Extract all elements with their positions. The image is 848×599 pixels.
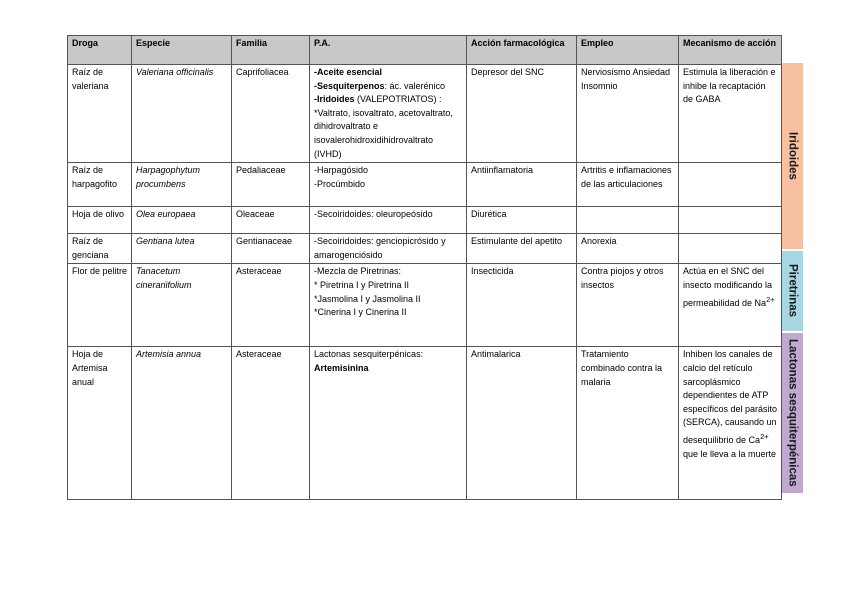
accion-cell: Depresor del SNC bbox=[467, 65, 577, 163]
header-especie: Especie bbox=[132, 36, 232, 65]
mecanismo-cell bbox=[679, 163, 782, 207]
table-row bbox=[68, 264, 782, 347]
familia-cell: Asteraceae bbox=[232, 264, 310, 347]
mecanismo-text: Actúa en el SNC del insecto modificando la permeabilidad de Na bbox=[683, 266, 773, 308]
header-mecanismo: Mecanismo de acción bbox=[679, 36, 782, 65]
empleo-cell: Nerviosismo Ansiedad Insomnio bbox=[577, 65, 679, 163]
header-accion: Acción farmacológica bbox=[467, 36, 577, 65]
pa-line: Lactonas sesquiterpénicas: bbox=[314, 349, 424, 360]
droga-cell: Raíz de valeriana bbox=[68, 65, 132, 163]
side-tab-label: Piretrinas bbox=[786, 264, 799, 318]
familia-cell: Gentianaceae bbox=[232, 234, 310, 264]
accion-cell: Insecticida bbox=[467, 264, 577, 347]
pa-line: * Piretrina I y Piretrina II bbox=[314, 279, 410, 290]
especie-cell: Valeriana officinalis bbox=[132, 65, 232, 163]
especie-cell: Harpagophytum procumbens bbox=[132, 163, 232, 207]
accion-cell: Antiinflamatoria bbox=[467, 163, 577, 207]
pa-line: *Cinerina I y Cinerina II bbox=[314, 307, 407, 318]
side-tab-label: Iridoides bbox=[786, 132, 799, 180]
pa-term: -Iridoides bbox=[314, 94, 355, 105]
empleo-cell: Tratamiento combinado contra la malaria bbox=[577, 347, 679, 500]
mecanismo-cell bbox=[679, 347, 782, 500]
familia-cell: Asteraceae bbox=[232, 347, 310, 500]
especie-cell: Artemisia annua bbox=[132, 347, 232, 500]
especie-cell: Gentiana lutea bbox=[132, 234, 232, 264]
drug-table bbox=[67, 35, 782, 500]
familia-cell: Pedaliaceae bbox=[232, 163, 310, 207]
droga-cell: Flor de pelitre bbox=[68, 264, 132, 347]
pa-cell bbox=[310, 207, 467, 234]
pa-line: *Valtrato, isovaltrato, acetovaltrato, dihidrovaltrato e isovalerohidroxidihidrovaltrato (IVHD) bbox=[314, 107, 453, 159]
mecanismo-cell bbox=[679, 207, 782, 234]
header-empleo: Empleo bbox=[577, 36, 679, 65]
empleo-cell: Anorexia bbox=[577, 234, 679, 264]
header-pa: P.A. bbox=[310, 36, 467, 65]
side-tab-label: Lactonas sesquiterpénicas bbox=[786, 339, 799, 487]
header-row bbox=[68, 36, 782, 65]
table-row bbox=[68, 163, 782, 207]
accion-cell: Diurética bbox=[467, 207, 577, 234]
pa-line: -Harpagósido bbox=[314, 165, 369, 176]
pa-line: -Mezcla de Piretrinas: bbox=[314, 266, 402, 277]
droga-cell: Raíz de harpagofito bbox=[68, 163, 132, 207]
familia-cell: Caprifoliacea bbox=[232, 65, 310, 163]
accion-cell: Antimalarica bbox=[467, 347, 577, 500]
pa-cell bbox=[310, 65, 467, 163]
pa-line bbox=[314, 93, 463, 107]
empleo-cell: Artritis e inflamaciones de las articulaciones bbox=[577, 163, 679, 207]
pa-cell bbox=[310, 347, 467, 500]
pa-cell bbox=[310, 163, 467, 207]
droga-cell: Hoja de olivo bbox=[68, 207, 132, 234]
pa-line: Artemisinina bbox=[314, 362, 369, 373]
pa-cell bbox=[310, 264, 467, 347]
side-tab-piretrinas bbox=[782, 251, 803, 331]
table-row bbox=[68, 347, 782, 500]
accion-cell: Estimulante del apetito bbox=[467, 234, 577, 264]
pa-line: -Procúmbido bbox=[314, 178, 366, 189]
charge-superscript: 2+ bbox=[760, 431, 769, 441]
mecanismo-cell: Estimula la liberación e inhibe la recaptación de GABA bbox=[679, 65, 782, 163]
pa-line: *Jasmolina I y Jasmolina II bbox=[314, 293, 421, 304]
droga-cell: Hoja de Artemisa anual bbox=[68, 347, 132, 500]
mecanismo-text-end: que le lleva a la muerte bbox=[683, 448, 777, 459]
charge-superscript: 2+ bbox=[766, 294, 775, 304]
pa-term: -Sesquiterpenos bbox=[314, 80, 385, 91]
pa-line: -Secoiridoides: genciopicrósido y amarogenciósido bbox=[314, 236, 446, 260]
mecanismo-cell bbox=[679, 234, 782, 264]
especie-cell: Olea europaea bbox=[132, 207, 232, 234]
header-familia: Familia bbox=[232, 36, 310, 65]
pa-desc: (VALEPOTRIATOS) : bbox=[354, 94, 442, 105]
droga-cell: Raíz de genciana bbox=[68, 234, 132, 264]
familia-cell: Oleaceae bbox=[232, 207, 310, 234]
pa-line: -Aceite esencial bbox=[314, 67, 383, 77]
header-droga: Droga bbox=[68, 36, 132, 65]
pa-cell bbox=[310, 234, 467, 264]
table-row bbox=[68, 207, 782, 234]
pa-line bbox=[314, 80, 463, 94]
table-row bbox=[68, 234, 782, 264]
side-tab-iridoides bbox=[782, 63, 803, 249]
pa-desc: : ác. valerénico bbox=[384, 80, 446, 91]
empleo-cell bbox=[577, 207, 679, 234]
empleo-cell: Contra piojos y otros insectos bbox=[577, 264, 679, 347]
table-row bbox=[68, 65, 782, 163]
especie-cell: Tanacetum cinerariifolium bbox=[132, 264, 232, 347]
pa-line: -Secoiridoides: oleuropeósido bbox=[314, 209, 433, 220]
mecanismo-text: Inhiben los canales de calcio del retículo sarcoplásmico dependientes de ATP específicos del parásito (SERCA), causando un desequilibrio de Ca bbox=[683, 349, 778, 445]
side-tab-lactonas bbox=[782, 333, 803, 493]
mecanismo-cell bbox=[679, 264, 782, 347]
